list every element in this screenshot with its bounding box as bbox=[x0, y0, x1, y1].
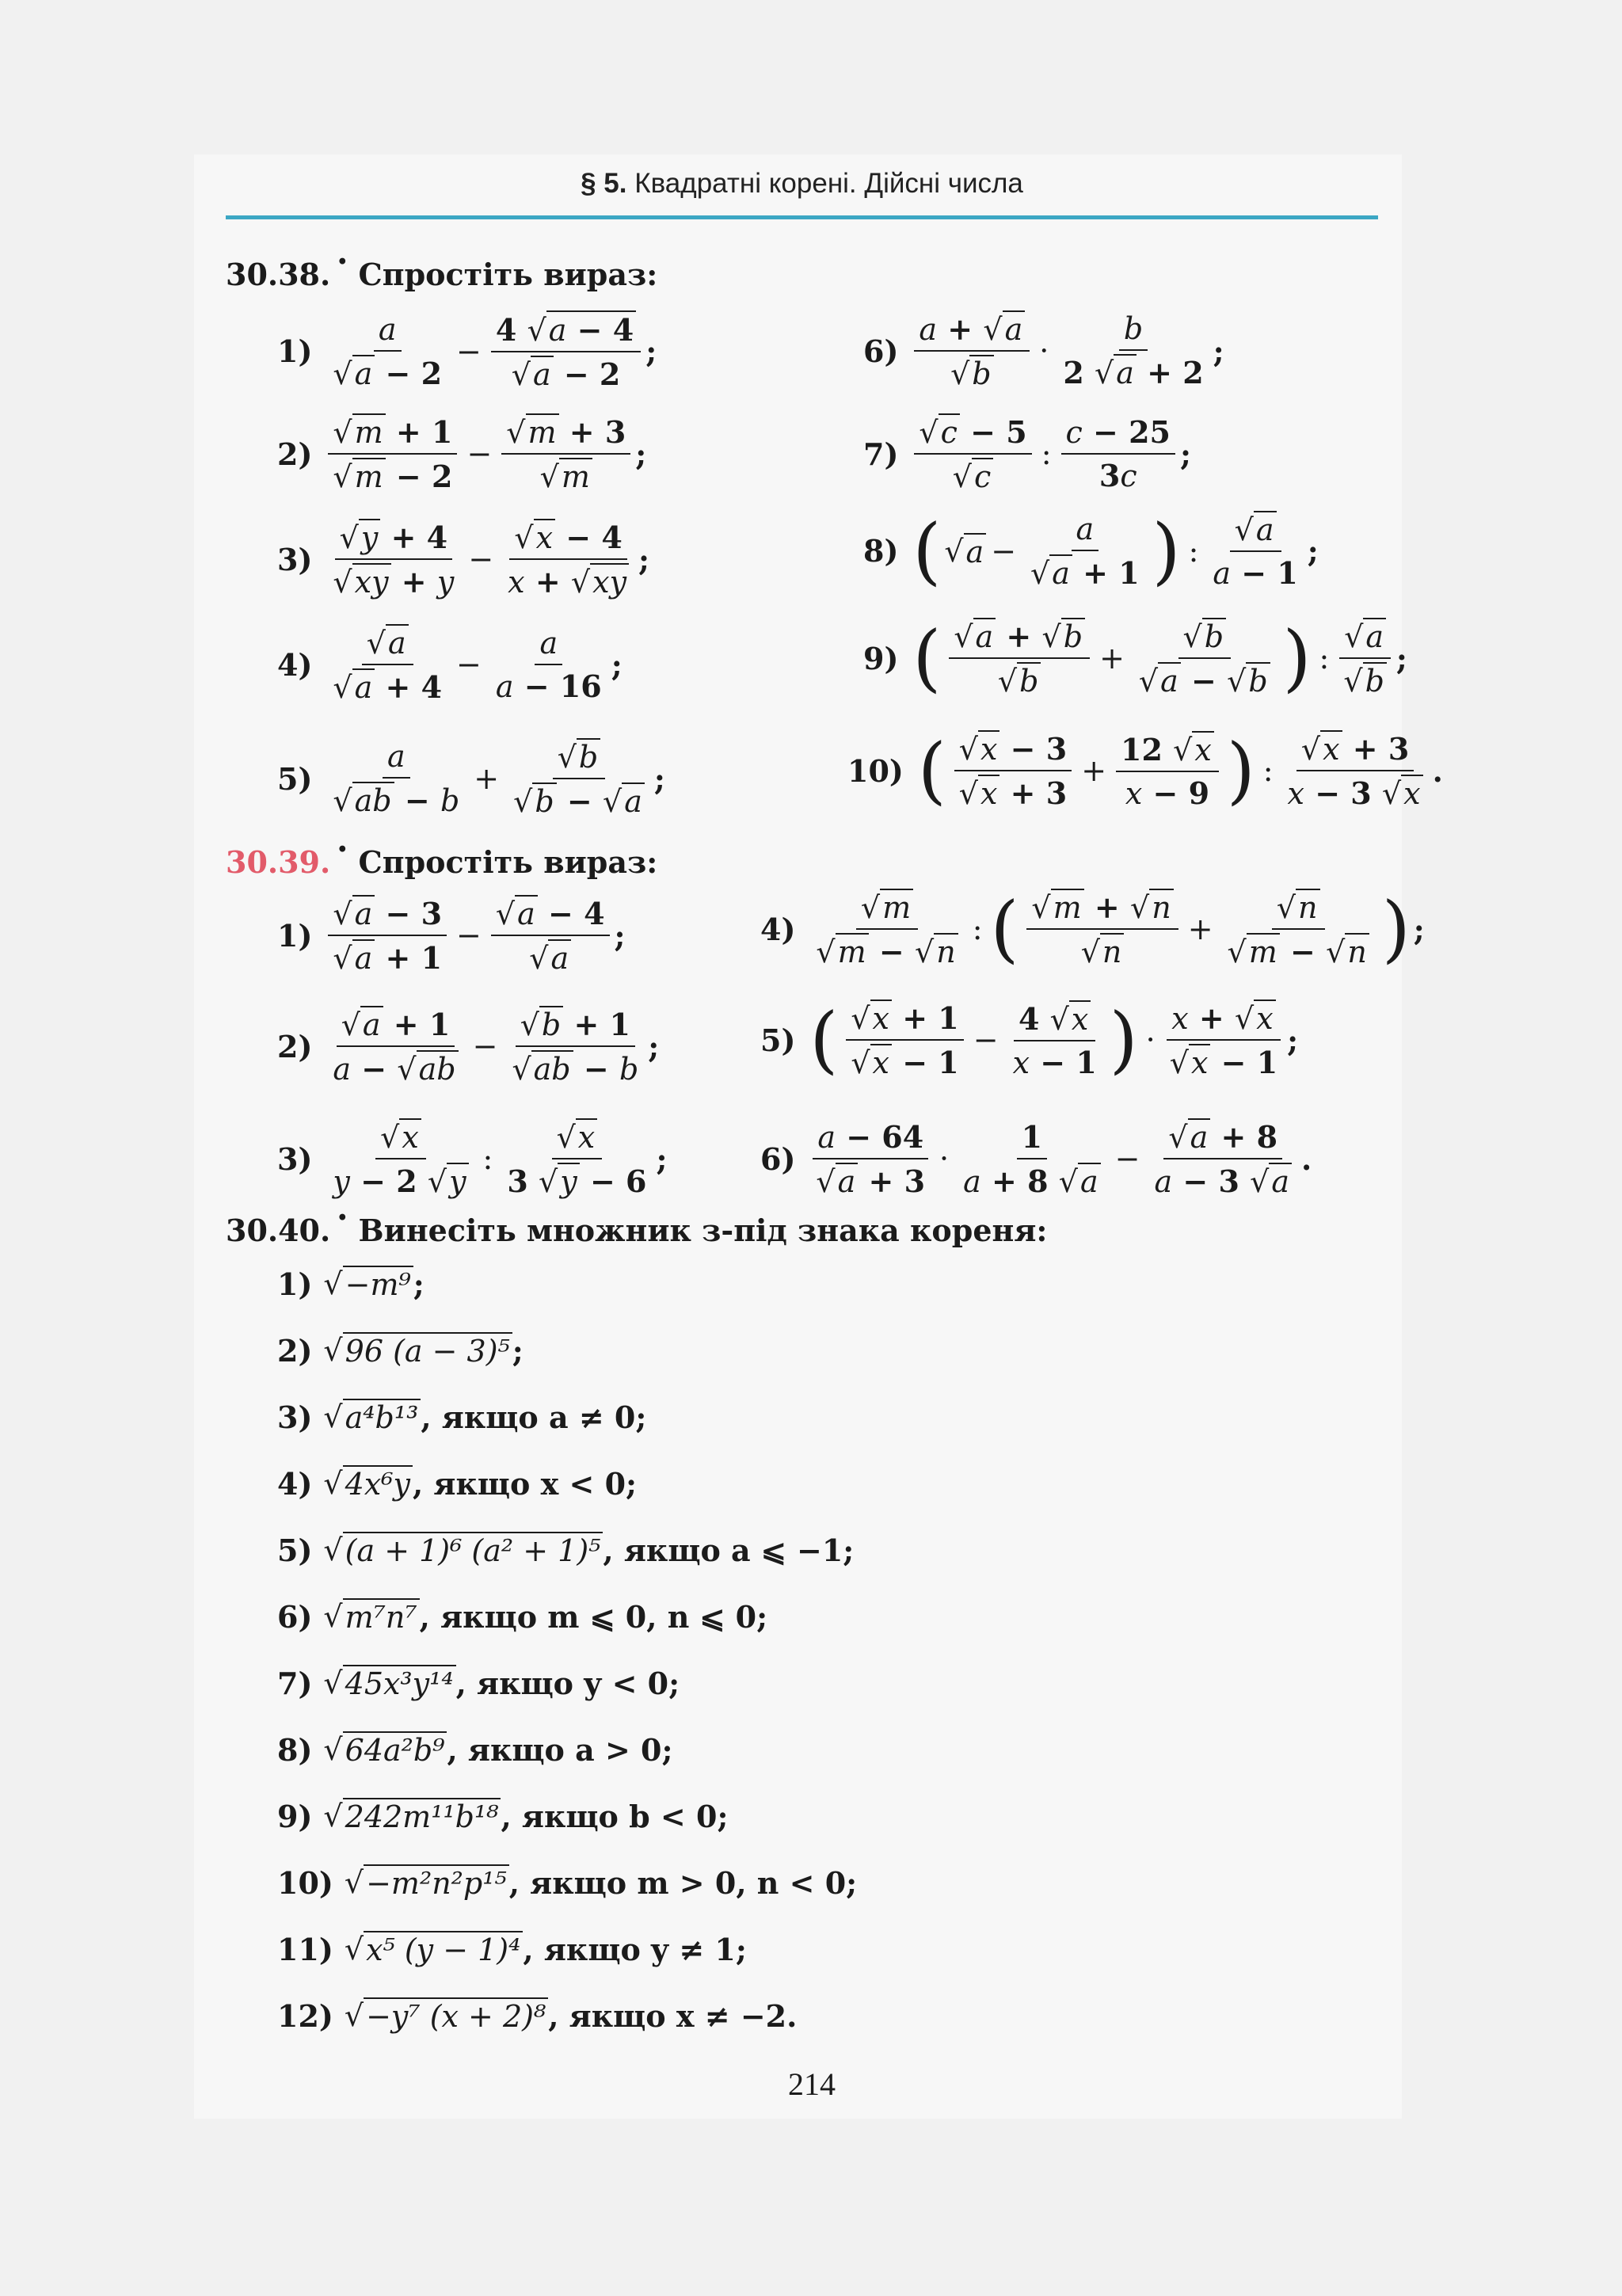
item-label: 7) bbox=[277, 1665, 313, 1701]
section-title: Квадратні корені. Дійсні числа bbox=[634, 168, 1023, 199]
exercise-number: 30.39. bbox=[226, 844, 331, 880]
item-label: 8) bbox=[863, 533, 899, 569]
exercise-task: Спростіть вираз: bbox=[358, 844, 658, 880]
ex38-item-4: 4) $\frac{√a}{√a + 4}$ − $\frac{a}{a - 16}$ ; bbox=[277, 625, 623, 705]
item-label: 5) bbox=[760, 1022, 796, 1058]
ex40-item-3: 3) √ a⁴b¹³ , якщо a ≠ 0; bbox=[277, 1399, 647, 1435]
radicand: x⁵ (y − 1)⁴ bbox=[364, 1931, 523, 1967]
ex38-item-9: 9) ( $\frac{√a + √b}{√b}$ + $\frac{√b}{√a - √b}$ ) : $\frac{√a}{√b}$ ; bbox=[863, 615, 1407, 700]
exercise-30-38-heading bbox=[226, 252, 657, 292]
condition: , якщо m ⩽ 0, n ⩽ 0; bbox=[419, 1598, 768, 1635]
ex40-item-8: 8) √ 64a²b⁹ , якщо a > 0; bbox=[277, 1731, 673, 1768]
item-label: 6) bbox=[863, 333, 899, 369]
radicand: −m²n²p¹⁵ bbox=[364, 1864, 509, 1901]
item-label: 1) bbox=[277, 1266, 313, 1302]
condition: , якщо a > 0; bbox=[447, 1731, 673, 1768]
exercise-task: Винесіть множник з-під знака кореня: bbox=[358, 1213, 1048, 1248]
radicand: a⁴b¹³ bbox=[343, 1399, 421, 1435]
condition: , якщо x < 0; bbox=[412, 1465, 638, 1502]
exercise-30-40-heading bbox=[226, 1208, 1047, 1248]
item-label: 4) bbox=[277, 646, 313, 683]
item-label: 10) bbox=[847, 752, 904, 789]
section-number: § 5. bbox=[581, 168, 627, 199]
condition: ; bbox=[512, 1332, 524, 1369]
item-label: 6) bbox=[277, 1598, 313, 1635]
difficulty-mark: • bbox=[337, 252, 348, 272]
item-label: 1) bbox=[277, 917, 313, 954]
item-label: 2) bbox=[277, 1332, 313, 1369]
condition: , якщо y < 0; bbox=[455, 1665, 680, 1701]
condition: , якщо m > 0, n < 0; bbox=[508, 1864, 858, 1901]
item-label: 4) bbox=[760, 911, 796, 947]
ex39-item-4: 4) $\frac{√m}{√m - √n}$ : ( $\frac{√m + √n}{√n}$ + $\frac{√n}{√m - √n}$ ) ; bbox=[760, 886, 1425, 971]
radicand: −m⁹ bbox=[343, 1266, 413, 1302]
ex40-item-11: 11) √ x⁵ (y − 1)⁴ , якщо y ≠ 1; bbox=[277, 1931, 747, 1967]
ex40-item-4: 4) √ 4x⁶y , якщо x < 0; bbox=[277, 1465, 638, 1502]
radicand: 64a²b⁹ bbox=[343, 1731, 447, 1768]
item-label: 5) bbox=[277, 1532, 313, 1568]
page-number: 214 bbox=[788, 2066, 836, 2102]
ex38-item-6: 6) $\frac{a + √a}{√b}$ · $\frac{b}{2 √a + 2}$ ; bbox=[863, 311, 1224, 391]
item-label: 8) bbox=[277, 1731, 313, 1768]
item-label: 12) bbox=[277, 1997, 333, 2034]
ex38-item-7: 7) $\frac{√c - 5}{√c}$ : $\frac{c - 25}{3c}$ ; bbox=[863, 414, 1192, 494]
radicand: −y⁷ (x + 2)⁸ bbox=[364, 1997, 548, 2034]
item-label: 9) bbox=[863, 640, 899, 676]
condition: , якщо a ⩽ −1; bbox=[603, 1532, 855, 1568]
ex39-item-1: 1) $\frac{√a - 3}{√a + 1}$ − $\frac{√a - 4}{√a}$ ; bbox=[277, 896, 626, 976]
ex39-item-6: 6) $\frac{a - 64}{√a + 3}$ · $\frac{1}{a + 8 √a}$ − $\frac{√a + 8}{a - 3 √a}$ . bbox=[760, 1118, 1312, 1199]
ex40-item-9: 9) √ 242m¹¹b¹⁸ , якщо b < 0; bbox=[277, 1798, 729, 1834]
exercise-task: Спростіть вираз: bbox=[358, 257, 658, 292]
exercise-number: 30.38. bbox=[226, 257, 331, 292]
radicand: (a + 1)⁶ (a² + 1)⁵ bbox=[343, 1532, 603, 1568]
ex39-item-2: 2) $\frac{√a + 1}{a - √ab}$ − $\frac{√b + 1}{√ab - b}$ ; bbox=[277, 1007, 660, 1087]
radicand: 96 (a − 3)⁵ bbox=[343, 1332, 512, 1369]
exercise-number: 30.40. bbox=[226, 1213, 331, 1248]
header-rule bbox=[226, 215, 1378, 219]
exercise-30-39-heading bbox=[226, 840, 657, 880]
condition: , якщо x ≠ −2. bbox=[548, 1997, 798, 2034]
ex40-item-7: 7) √ 45x³y¹⁴ , якщо y < 0; bbox=[277, 1665, 680, 1701]
item-label: 3) bbox=[277, 1399, 313, 1435]
radicand: 45x³y¹⁴ bbox=[343, 1665, 456, 1701]
ex40-item-2: 2) √ 96 (a − 3)⁵ ; bbox=[277, 1332, 524, 1369]
ex38-item-3: 3) $\frac{√y + 4}{√xy + y}$ − $\frac{√x - 4}{x + √xy}$ ; bbox=[277, 520, 650, 600]
condition: ; bbox=[413, 1266, 425, 1302]
ex40-item-12: 12) √ −y⁷ (x + 2)⁸ , якщо x ≠ −2. bbox=[277, 1997, 798, 2034]
item-label: 4) bbox=[277, 1465, 313, 1502]
item-label: 2) bbox=[277, 436, 313, 472]
item-label: 2) bbox=[277, 1028, 313, 1064]
item-label: 6) bbox=[760, 1140, 796, 1177]
radicand: 242m¹¹b¹⁸ bbox=[343, 1798, 501, 1834]
difficulty-mark: • bbox=[337, 1208, 348, 1228]
item-label: 5) bbox=[277, 760, 313, 797]
ex39-item-3: 3) $\frac{√x}{y - 2 √y}$ : $\frac{√x}{3 √y - 6}$ ; bbox=[277, 1120, 668, 1199]
item-label: 9) bbox=[277, 1798, 313, 1834]
ex38-item-2: 2) $\frac{√m + 1}{√m - 2}$ − $\frac{√m + 3}{√m}$ ; bbox=[277, 414, 647, 494]
item-label: 3) bbox=[277, 541, 313, 577]
ex40-item-6: 6) √ m⁷n⁷ , якщо m ⩽ 0, n ⩽ 0; bbox=[277, 1598, 768, 1635]
condition: , якщо b < 0; bbox=[501, 1798, 729, 1834]
ex40-item-10: 10) √ −m²n²p¹⁵ , якщо m > 0, n < 0; bbox=[277, 1864, 858, 1901]
item-label: 7) bbox=[863, 436, 899, 472]
item-label: 10) bbox=[277, 1864, 333, 1901]
radicand: 4x⁶y bbox=[343, 1465, 413, 1502]
item-label: 11) bbox=[277, 1931, 333, 1967]
ex38-item-10: 10) ( $\frac{√x - 3}{√x + 3}$ + $\frac{12 √x}{x - 9}$ ) : $\frac{√x + 3}{x - 3 √x}$ . bbox=[847, 728, 1443, 813]
condition: , якщо a ≠ 0; bbox=[421, 1399, 647, 1435]
radicand: m⁷n⁷ bbox=[343, 1598, 420, 1635]
ex39-item-5: 5) ( $\frac{√x + 1}{√x - 1}$ − $\frac{4 √x}{x - 1}$ ) · $\frac{x + √x}{√x - 1}$ ; bbox=[760, 997, 1299, 1082]
ex38-item-5: 5) $\frac{a}{√ab - b}$ + $\frac{√b}{√b - √a}$ ; bbox=[277, 739, 665, 819]
item-label: 1) bbox=[277, 333, 313, 369]
condition: , якщо y ≠ 1; bbox=[523, 1931, 747, 1967]
item-label: 3) bbox=[277, 1140, 313, 1177]
running-header bbox=[226, 168, 1378, 217]
ex40-item-5: 5) √ (a + 1)⁶ (a² + 1)⁵ , якщо a ⩽ −1; bbox=[277, 1532, 855, 1568]
difficulty-mark: • bbox=[337, 840, 348, 860]
ex38-item-1: 1) $\frac{a}{√a - 2}$ − $\frac{4 √a - 4}{√a - 2}$ ; bbox=[277, 311, 657, 392]
ex40-item-1: 1) √ −m⁹ ; bbox=[277, 1266, 425, 1302]
ex38-item-8: 8) ( √ a − $\frac{a}{√a + 1}$ ) : $\frac{√a}{a - 1}$ ; bbox=[863, 508, 1319, 593]
